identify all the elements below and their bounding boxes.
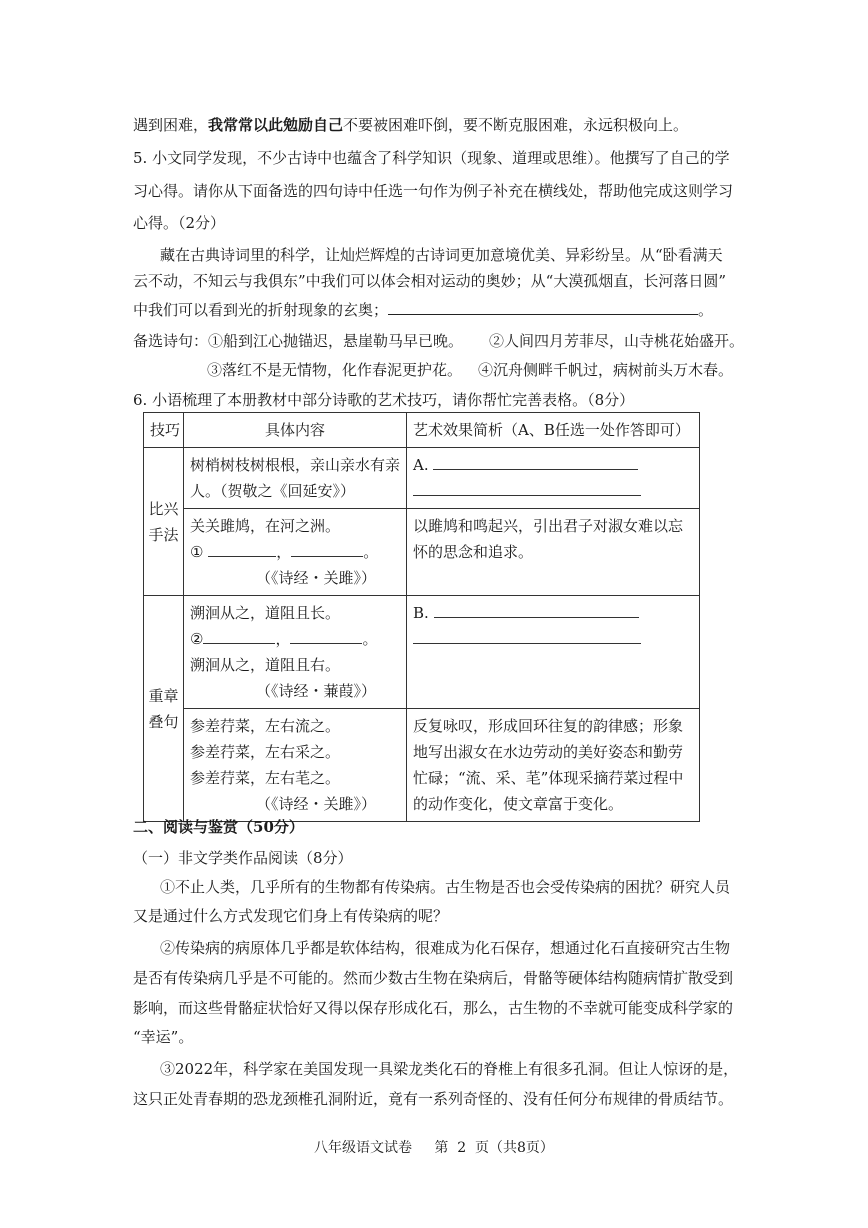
q5-options-row1 <box>133 330 744 352</box>
answer-b-line2[interactable] <box>413 629 641 644</box>
answer-label-a: A. <box>413 456 429 474</box>
g2r1-content <box>184 596 407 709</box>
period: 。 <box>362 630 378 648</box>
header-technique: 技巧 <box>144 413 184 448</box>
g2r2-content <box>184 709 407 822</box>
section2-title: 二、阅读与鉴赏（50分） <box>133 818 304 836</box>
table-row <box>144 596 700 709</box>
comma: ， <box>276 543 292 561</box>
passage-p2c: 影响，而这些骨骼症状恰好又得以保存形成化石，那么，古生物的不幸就可能变成科学家的 <box>133 999 734 1017</box>
header-content: 具体内容 <box>184 413 407 448</box>
q5-line3: 心得。（2分） <box>133 214 226 232</box>
blank-1b[interactable] <box>291 542 363 557</box>
g2r2-effect: 反复咏叹，形成回环往复的韵律感；形象地写出淑女在水边劳动的美好姿态和勤劳忙碌；“流、采、芼”体现采摘荇菜过程中的动作变化，使文章富于变化。 <box>407 709 700 822</box>
q5-para2: 云不动，不知云与我俱东”中我们可以体会相对运动的奥妙；从“大漠孤烟直，长河落日圆” <box>133 272 727 290</box>
group2-label: 重章 叠句 <box>144 596 184 822</box>
intro-text-end: 不要被困难吓倒，要不断克服困难，永远积极向上。 <box>343 116 689 134</box>
g1r1-content <box>184 448 407 509</box>
passage-p2b: 是否有传染病几乎是不可能的。然而少数古生物在染病后，骨骼等硬体结构随病情扩散受到 <box>133 969 734 987</box>
q6-title: 6. 小语梳理了本册教材中部分诗歌的艺术技巧，请你帮忙完善表格。（8分） <box>133 391 635 409</box>
g2r2-line2: 参差荇菜，左右采之。 <box>190 743 341 761</box>
section2-subtitle: （一）非文学类作品阅读（8分） <box>133 849 353 867</box>
passage-p3b: 这只正处青春期的恐龙颈椎孔洞附近，竟有一系列奇怪的、没有任何分布规律的骨质结节。 <box>133 1090 734 1108</box>
q5-option-2: ②人间四月芳菲尽，山寺桃花始盛开。 <box>489 332 745 350</box>
intro-text: 遇到困难， <box>133 116 209 134</box>
passage-p2d: “幸运”。 <box>133 1028 194 1046</box>
g1r2-effect: 以雎鸠和鸣起兴，引出君子对淑女难以忘怀的思念和追求。 <box>407 509 700 596</box>
q5-answer-blank[interactable] <box>388 300 698 315</box>
g2r1-source: （《诗经・蒹葭》） <box>255 682 376 700</box>
period: 。 <box>363 543 379 561</box>
passage-p3a: ③2022年，科学家在美国发现一具梁龙类化石的脊椎上有很多孔洞。但让人惊讶的是， <box>160 1060 739 1078</box>
g1r1-effect[interactable] <box>407 448 700 509</box>
g1r1-line1: 树梢树枝树根根，亲山亲水有亲 <box>190 456 401 474</box>
g2r1-effect[interactable] <box>407 596 700 709</box>
footer-page-number: 第 2 页（共8页） <box>434 1140 554 1156</box>
q5-para3 <box>133 299 713 321</box>
q5-options-row2 <box>207 359 733 381</box>
g1r2-line1: 关关雎鸠，在河之洲。 <box>190 517 341 535</box>
answer-a-line2[interactable] <box>413 481 641 496</box>
q5-para3-end: 。 <box>698 301 714 319</box>
intro-line <box>133 114 688 136</box>
passage-p1a: ①不止人类，几乎所有的生物都有传染病。古生物是否也会受传染病的困扰？研究人员 <box>160 878 731 896</box>
g2r2-source: （《诗经・关雎》） <box>255 795 376 813</box>
q5-para1: 藏在古典诗词里的科学，让灿烂辉煌的古诗词更加意境优美、异彩纷呈。从“卧看满天 <box>160 246 723 264</box>
q5-option-3: ③落红不是无情物，化作春泥更护花。 <box>207 361 463 379</box>
intro-bold-text: 我常常以此勉励自己 <box>208 116 344 134</box>
blank-2b[interactable] <box>290 629 362 644</box>
blank-marker-1: ① <box>190 543 204 561</box>
table-row <box>144 709 700 822</box>
g1r2-source: （《诗经・关雎》） <box>255 569 376 587</box>
q5-line2: 习心得。请你从下面备选的四句诗中任选一句作为例子补充在横线处，帮助他完成这则学习 <box>133 182 734 200</box>
answer-label-b: B. <box>413 604 429 622</box>
g2r1-line3: 溯洄从之，道阻且右。 <box>190 656 341 674</box>
table-header-row <box>144 413 700 448</box>
g1r1-line2: 人。（贺敬之《回延安》） <box>190 482 356 500</box>
answer-a-line1[interactable] <box>433 455 638 470</box>
footer-exam-name: 八年级语文试卷 <box>314 1140 413 1156</box>
answer-b-line1[interactable] <box>434 603 639 618</box>
q5-options-label: 备选诗句： <box>133 332 209 350</box>
blank-1a[interactable] <box>208 542 276 557</box>
q5-line1: 5. 小文同学发现，不少古诗中也蕴含了科学知识（现象、道理或思维）。他撰写了自己的学 <box>133 149 730 167</box>
g2r2-line1: 参差荇菜，左右流之。 <box>190 717 341 735</box>
header-effect: 艺术效果简析（A、B任选一处作答即可） <box>407 413 700 448</box>
page-footer <box>0 1137 868 1157</box>
g2r1-line1: 溯洄从之，道阻且长。 <box>190 604 341 622</box>
group1-label: 比兴 手法 <box>144 448 184 596</box>
passage-p2a: ②传染病的病原体几乎都是软体结构，很难成为化石保存，想通过化石直接研究古生物 <box>160 939 731 957</box>
table-row <box>144 509 700 596</box>
blank-2a[interactable] <box>203 629 275 644</box>
q5-option-4: ④沉舟侧畔千帆过，病树前头万木春。 <box>478 361 734 379</box>
q6-table <box>143 412 700 822</box>
g1r2-content <box>184 509 407 596</box>
q5-option-1: ①船到江心抛锚迟，悬崖勒马早已晚。 <box>208 332 464 350</box>
comma: ， <box>275 630 291 648</box>
q5-para3-text: 中我们可以看到光的折射现象的玄奥； <box>133 301 389 319</box>
passage-p1b: 又是通过什么方式发现它们身上有传染病的呢？ <box>133 907 449 925</box>
g2r2-line3: 参差荇菜，左右芼之。 <box>190 769 341 787</box>
table-row <box>144 448 700 509</box>
blank-marker-2: ② <box>190 630 204 648</box>
